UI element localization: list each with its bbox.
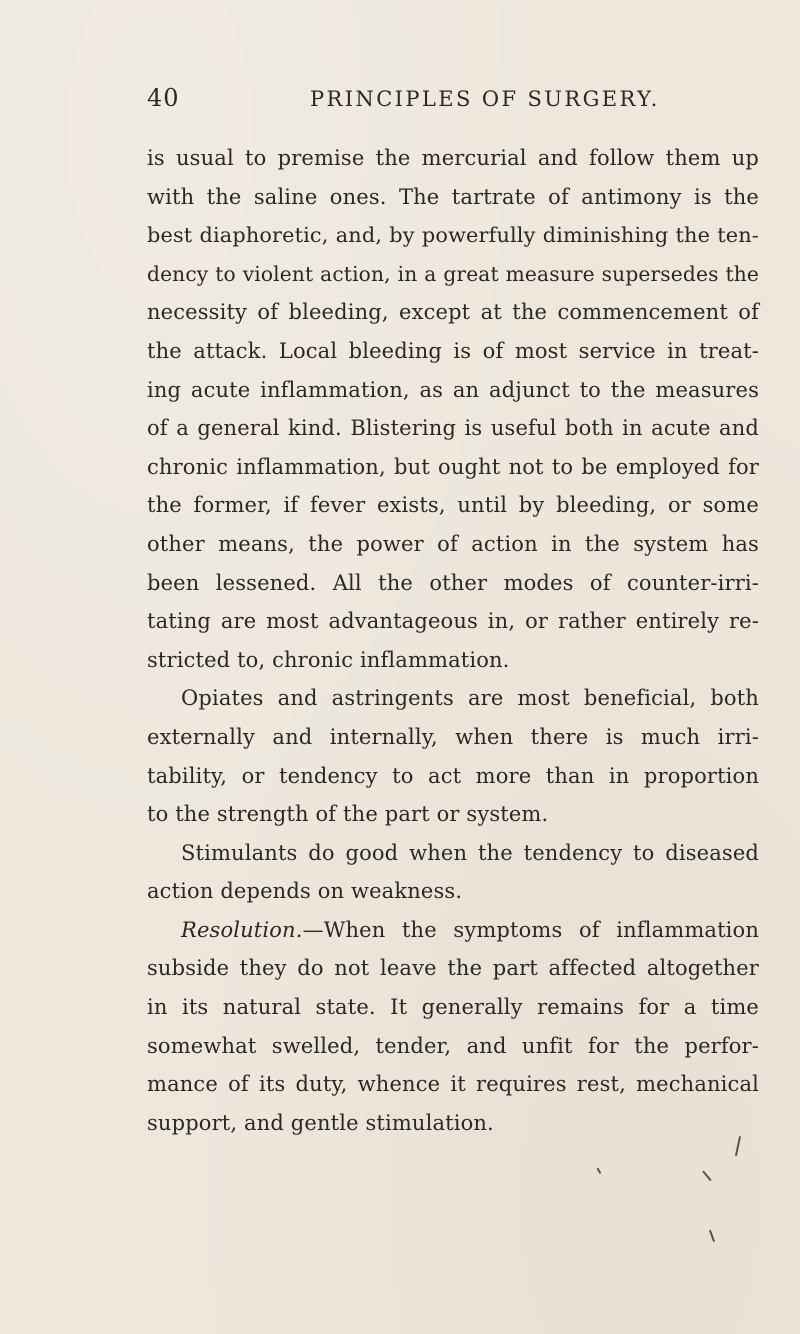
text-line: chronic inflammation, but ought not to be employed for (147, 454, 759, 479)
ink-speck (597, 1168, 601, 1174)
text-line: stricted to, chronic inflammation. (147, 647, 510, 672)
text-line: ing acute inflammation, as an adjunct to the measures (147, 377, 759, 402)
section-heading-resolution: Resolution. (181, 917, 303, 942)
running-title: PRINCIPLES OF SURGERY. (310, 87, 660, 111)
text-run: —When the symptoms of inflammation (302, 917, 759, 942)
text-line: necessity of bleeding, except at the commencement of (147, 300, 759, 325)
text-line: of a general kind. Blistering is useful both in acute and (147, 416, 759, 441)
text-line: in its natural state. It generally remains for a time (147, 995, 759, 1020)
text-line: action depends on weakness. (147, 879, 463, 904)
body-text (147, 139, 759, 1142)
text-line: best diaphoretic, and, by powerfully diminishing the ten- (147, 223, 759, 248)
text-line: the attack. Local bleeding is of most service in treat- (147, 338, 759, 363)
ink-speck (702, 1171, 711, 1181)
text-line: dency to violent action, in a great measure supersedes the (147, 261, 759, 286)
page-number: 40 (147, 84, 180, 112)
paragraph-start-line (147, 911, 759, 950)
text-line: tability, or tendency to act more than in proportion (147, 763, 759, 788)
text-line: subside they do not leave the part affected altogether (147, 956, 759, 981)
text-line: mance of its duty, whence it requires rest, mechanical (147, 1072, 759, 1097)
text-line: to the strength of the part or system. (147, 802, 549, 827)
text-line: other means, the power of action in the system has (147, 531, 759, 556)
text-line: with the saline ones. The tartrate of antimony is the (147, 184, 759, 209)
text-line: is usual to premise the mercurial and follow them up (147, 146, 759, 170)
text-line: been lessened. All the other modes of counter-irri- (147, 570, 759, 595)
text-line: the former, if fever exists, until by bleeding, or some (147, 493, 759, 518)
paragraph-start-line: Opiates and astringents are most beneficial, both (181, 686, 759, 711)
text-line: tating are most advantageous in, or rather entirely re- (147, 609, 759, 634)
paragraph-start-line: Stimulants do good when the tendency to diseased (181, 840, 759, 865)
running-head (147, 84, 759, 118)
text-line: somewhat swelled, tender, and unfit for the perfor- (147, 1033, 759, 1058)
ink-speck (709, 1230, 715, 1242)
text-line: externally and internally, when there is much irri- (147, 724, 759, 749)
text-line: support, and gentle stimulation. (147, 1110, 494, 1135)
